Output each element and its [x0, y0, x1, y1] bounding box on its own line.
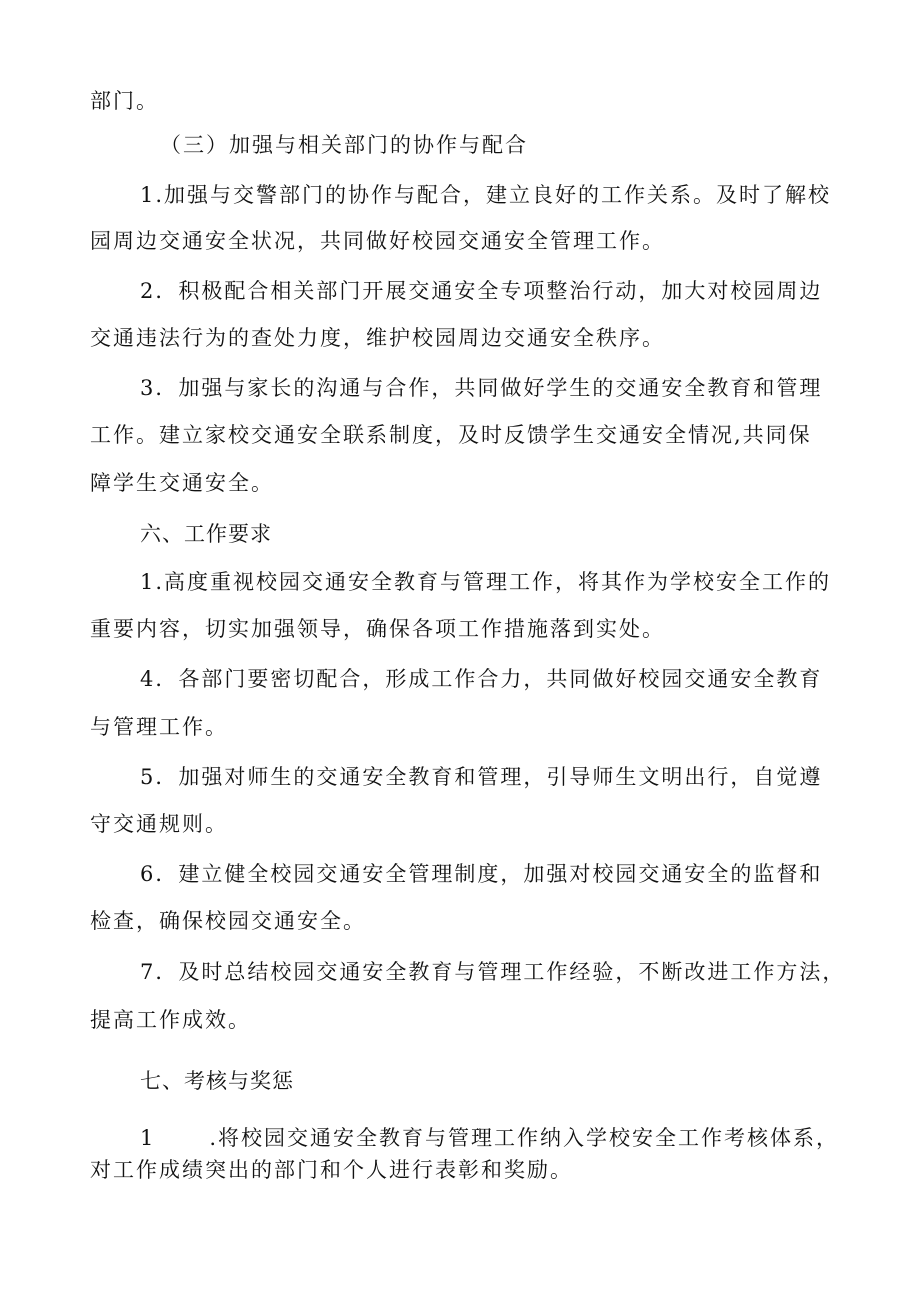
- section-heading: 七、考核与奖惩: [140, 1069, 294, 1093]
- paragraph-line: 2．积极配合相关部门开展交通安全专项整治行动，加大对校园周边: [140, 279, 823, 303]
- paragraph-line: 1.高度重视校园交通安全教育与管理工作，将其作为学校安全工作的: [140, 570, 832, 594]
- paragraph-line: 4．各部门要密切配合，形成工作合力，共同做好校园交通安全教育: [140, 667, 823, 691]
- paragraph-line: 障学生交通安全。: [90, 471, 274, 495]
- section-heading: 六、工作要求: [140, 522, 272, 546]
- paragraph-line: 守交通规则。: [90, 812, 228, 836]
- item-number: 1: [140, 1126, 156, 1150]
- paragraph-line: [140, 1123, 839, 1153]
- paragraph-line: 提高工作成效。: [90, 1008, 251, 1032]
- paragraph-line: 1.加强与交警部门的协作与配合，建立良好的工作关系。及时了解校: [140, 183, 832, 207]
- paragraph-line: 5．加强对师生的交通安全教育和管理，引导师生文明出行，自觉遵: [140, 765, 823, 789]
- paragraph-line: 检查，确保校园交通安全。: [90, 909, 366, 933]
- paragraph-line: 7．及时总结校园交通安全教育与管理工作经验，不断改进工作方法，: [140, 960, 846, 984]
- paragraph-line: 工作。建立家校交通安全联系制度，及时反馈学生交通安全情况,共同保: [90, 423, 812, 447]
- item-text: .将校园交通安全教育与管理工作纳入学校安全工作考核体系，: [209, 1126, 840, 1150]
- subsection-title: （三）加强与相关部门的协作与配合: [160, 133, 528, 157]
- paragraph-line: 重要内容，切实加强领导，确保各项工作措施落到实处。: [90, 617, 665, 641]
- paragraph-line: 交通违法行为的查处力度，维护校园周边交通安全秩序。: [90, 326, 665, 350]
- paragraph-line: 部门。: [90, 89, 159, 113]
- paragraph-line: 3．加强与家长的沟通与合作，共同做好学生的交通安全教育和管理: [140, 376, 823, 400]
- paragraph-line: 对工作成绩突出的部门和个人进行表彰和奖励。: [90, 1158, 573, 1182]
- paragraph-line: 与管理工作。: [90, 715, 228, 739]
- paragraph-line: 园周边交通安全状况，共同做好校园交通安全管理工作。: [90, 229, 665, 253]
- paragraph-line: 6．建立健全校园交通安全管理制度，加强对校园交通安全的监督和: [140, 862, 823, 886]
